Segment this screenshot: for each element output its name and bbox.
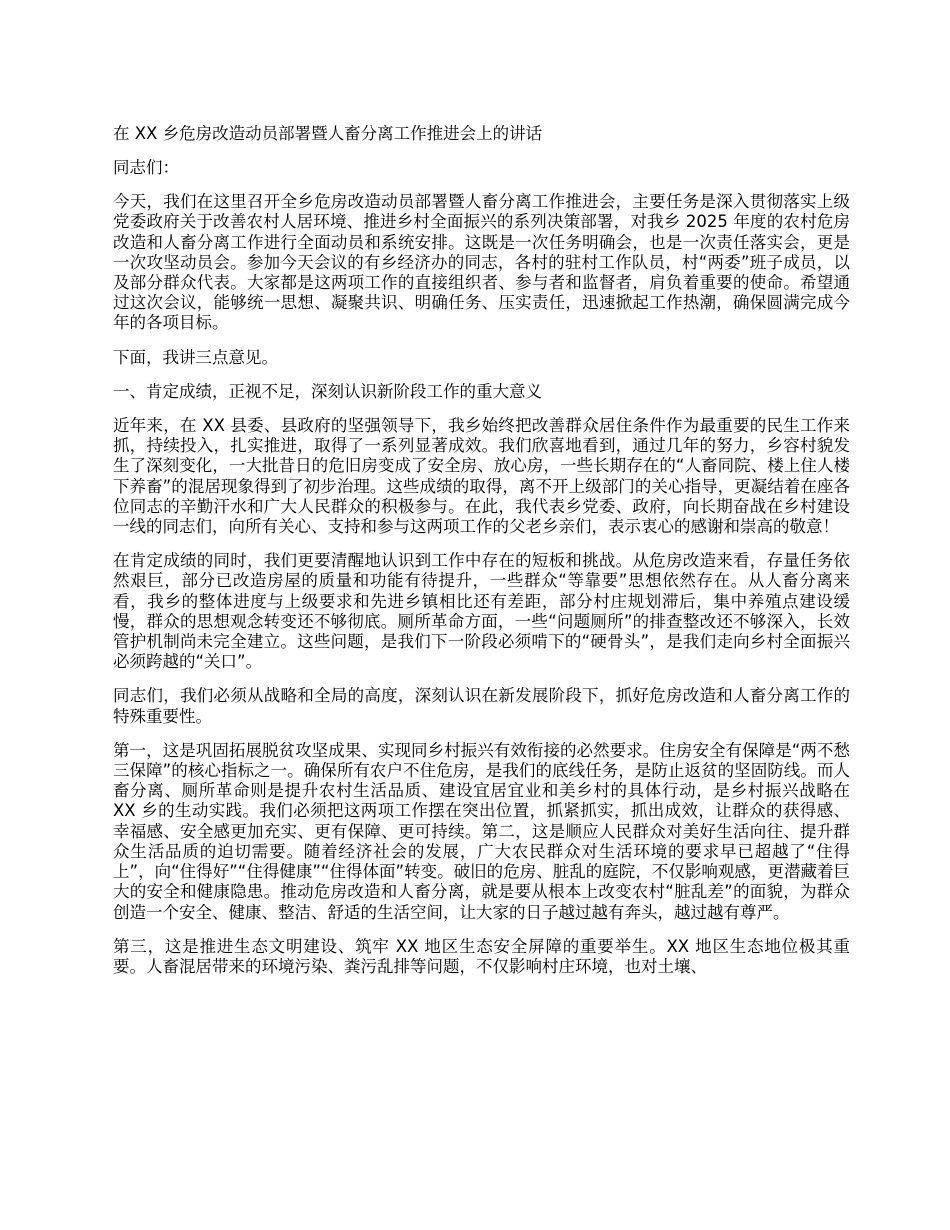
paragraph-first-second: 第一，这是巩固拓展脱贫攻坚成果、实现同乡村振兴有效衔接的必然要求。住房安全有保障是“两不愁三保障”的核心指标之一。确保所有农户不住危房，是我们的底线任务，是防止返贫的坚固防线。而人畜分离、厕所革命则是提升农村生活品质、建设宜居宜业和美乡村的具体行动，是乡村振兴战略在 XX 乡的生动实践。我们必须把这两项工作摆在突出位置，抓紧抓实，抓出成效，让群众的获得感、幸福感、安全感更加充实、更有保障、更可持续。第二，这是顺应人民群众对美好生活向往、提升群众生活品质的迫切需要。随着经济社会的发展，广大农民群众对生活环境的要求早已超越了“住得上”，向“住得好”“住得健康”“住得体面”转变。破旧的危房、脏乱的庭院，不仅影响观感，更潜藏着巨大的安全和健康隐患。推动危房改造和人畜分离，就是要从根本上改变农村“脏乱差”的面貌，为群众创造一个安全、健康、整洁、舒适的生活空间，让大家的日子越过越有奔头，越过越有尊严。 bbox=[113, 740, 850, 922]
document-title: 在 XX 乡危房改造动员部署暨人畜分离工作推进会上的讲话 bbox=[113, 124, 543, 143]
paragraph-challenges: 在肯定成绩的同时，我们更要清醒地认识到工作中存在的短板和挑战。从危房改造来看，存量任务依然艰巨，部分已改造房屋的质量和功能有待提升，一些群众“等靠要”思想依然存在。从人畜分离来看，我乡的整体进度与上级要求和先进乡镇相比还有差距，部分村庄规划滞后，集中养殖点建设缓慢，群众的思想观念转变还不够彻底。厕所革命方面，一些“问题厕所”的排查整改还不够深入，长效管护机制尚未完全建立。这些问题，是我们下一阶段必须啃下的“硬骨头”，是我们走向乡村全面振兴必须跨越的“关口”。 bbox=[113, 551, 850, 672]
paragraph-third: 第三，这是推进生态文明建设、筑牢 XX 地区生态安全屏障的重要举生。XX 地区生态地位极其重要。人畜混居带来的环境污染、粪污乱排等问题，不仅影响村庄环境，也对土壤、 bbox=[113, 936, 850, 976]
paragraph-importance: 同志们，我们必须从战略和全局的高度，深刻认识在新发展阶段下，抓好危房改造和人畜分离工作的特殊重要性。 bbox=[113, 686, 850, 726]
document-page bbox=[113, 124, 850, 991]
paragraph-opening: 今天，我们在这里召开全乡危房改造动员部署暨人畜分离工作推进会，主要任务是深入贯彻落实上级党委政府关于改善农村人居环境、推进乡村全面振兴的系列决策部署，对我乡 2025 年度的农村危房改造和人畜分离工作进行全面动员和系统安排。这既是一次任务明确会，也是一次责任落实会，更是一次攻坚动员会。参加今天会议的有乡经济办的同志，各村的驻村工作队员，村“两委”班子成员，以及部分群众代表。大家都是这两项工作的直接组织者、参与者和监督者，肩负着重要的使命。希望通过这次会议，能够统一思想、凝聚共识、明确任务、压实责任，迅速掀起工作热潮，确保圆满完成今年的各项目标。 bbox=[113, 192, 850, 333]
salutation: 同志们： bbox=[113, 158, 179, 177]
paragraph-intro-points: 下面，我讲三点意见。 bbox=[113, 347, 278, 367]
section-heading-1: 一、肯定成绩，正视不足，深刻认识新阶段工作的重大意义 bbox=[113, 381, 542, 401]
paragraph-achievements: 近年来，在 XX 县委、县政府的坚强领导下，我乡始终把改善群众居住条件作为最重要的民生工作来抓，持续投入，扎实推进，取得了一系列显著成效。我们欣喜地看到，通过几年的努力，乡容村貌发生了深刻变化，一大批昔日的危旧房变成了安全房、放心房，一些长期存在的“人畜同院、楼上住人楼下养畜”的混居现象得到了初步治理。这些成绩的取得，离不开上级部门的关心指导，更凝结着在座各位同志的辛勤汗水和广大人民群众的积极参与。在此，我代表乡党委、政府，向长期奋战在乡村建设一线的同志们，向所有关心、支持和参与这两项工作的父老乡亲们，表示衷心的感谢和崇高的敬意！ bbox=[113, 416, 850, 537]
